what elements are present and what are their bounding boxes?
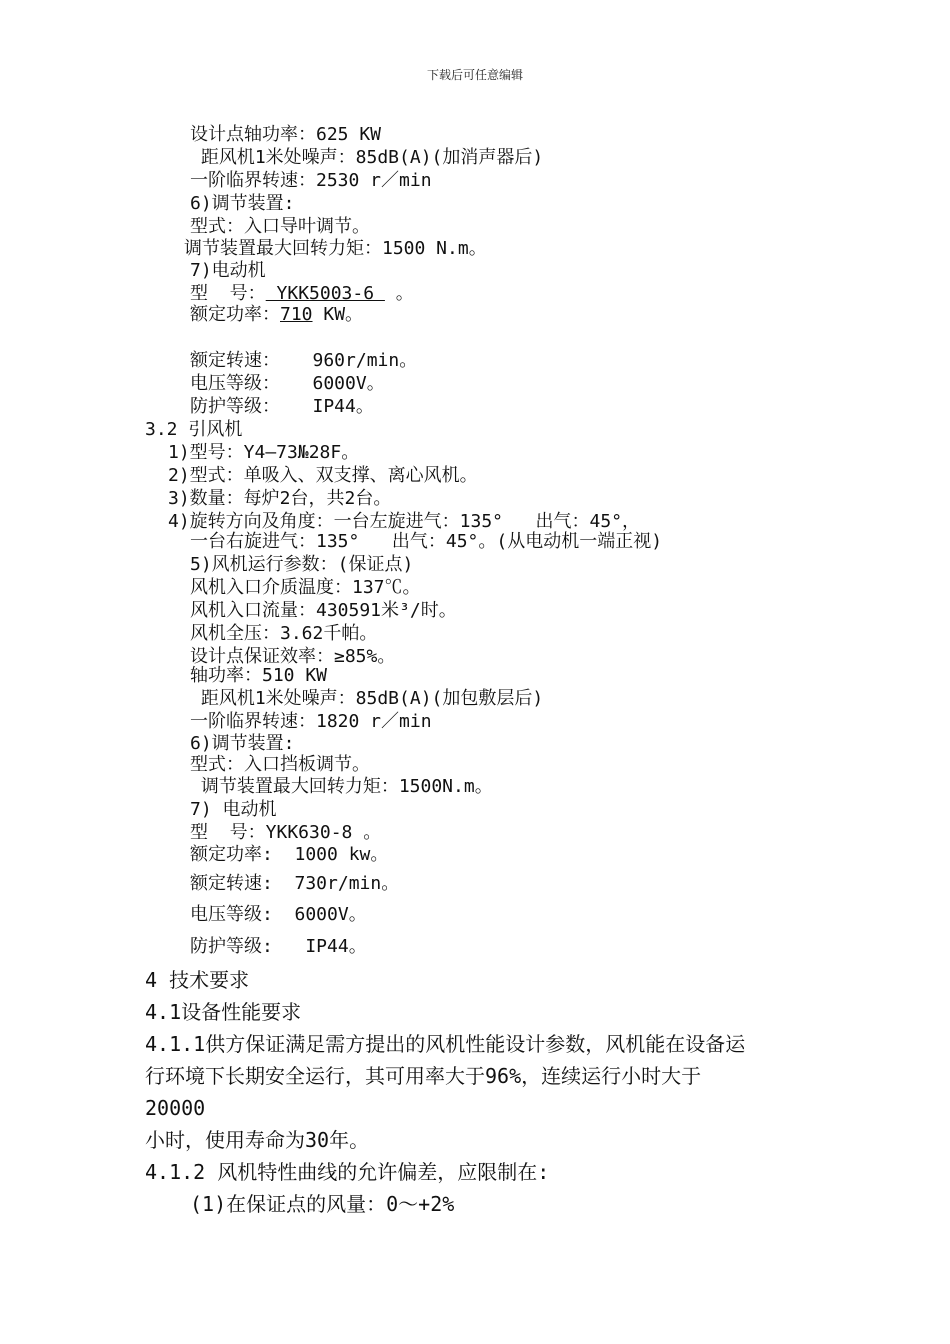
text-line: 5)风机运行参数：(保证点)	[190, 554, 414, 575]
section-heading: 4 技术要求	[145, 968, 250, 992]
model-value: YKK5003-6	[265, 283, 385, 304]
section-heading: 4.1设备性能要求	[145, 1000, 302, 1024]
text-line: 额定转速: 730r/min。	[190, 873, 400, 894]
text-line: 1)型号：Y4—73№28F。	[168, 442, 360, 463]
model-suffix: 。	[384, 283, 414, 304]
text-line: 额定转速： 960r/min。	[190, 350, 418, 371]
text-line: 一台右旋进气：135° 出气：45°。(从电动机一端正视)	[190, 531, 663, 552]
rated-power-unit: KW。	[312, 304, 364, 325]
paragraph-line: 4.1.2 风机特性曲线的允许偏差，应限制在:	[145, 1160, 550, 1184]
text-line: 型式：入口导叶调节。	[190, 216, 370, 237]
text-line: 防护等级： IP44。	[190, 396, 374, 417]
page-header: 下载后可任意编辑	[426, 68, 523, 82]
paragraph-line: 小时，使用寿命为30年。	[145, 1128, 370, 1152]
text-line: 型 号：YKK630-8 。	[190, 822, 382, 843]
rated-power-line	[190, 304, 363, 326]
model-line	[190, 283, 414, 305]
text-line: 一阶临界转速：2530 r／min	[190, 170, 432, 191]
text-line: 风机全压：3.62千帕。	[190, 623, 378, 644]
text-line: 4)旋转方向及角度：一台左旋进气：135° 出气：45°，	[168, 511, 641, 532]
text-line: 轴功率：510 KW	[190, 665, 328, 686]
text-line: 距风机1米处噪声：85dB(A)(加包敷层后)	[190, 688, 544, 709]
paragraph-line: 4.1.1供方保证满足需方提出的风机性能设计参数，风机能在设备运	[145, 1032, 746, 1056]
text-line: 电压等级： 6000V。	[190, 373, 385, 394]
text-line: 调节装置最大回转力矩：1500 N.m。	[184, 238, 487, 259]
text-line: 设计点轴功率：625 KW	[190, 124, 382, 145]
text-line: 风机入口介质温度：137℃。	[190, 577, 421, 598]
text-line: 7) 电动机	[190, 799, 277, 820]
text-line: 6)调节装置:	[190, 193, 295, 214]
text-line: 型式：入口挡板调节。	[190, 754, 370, 775]
text-line: 2)型式：单吸入、双支撑、离心风机。	[168, 465, 478, 486]
text-line: 防护等级: IP44。	[190, 936, 367, 957]
text-line: 额定功率: 1000 kw。	[190, 844, 389, 865]
text-line: 调节装置最大回转力矩：1500N.m。	[190, 776, 493, 797]
section-heading: 3.2 引风机	[145, 419, 243, 440]
model-label: 型 号：	[190, 283, 266, 304]
paragraph-line: (1)在保证点的风量：0～+2%	[190, 1192, 455, 1216]
paragraph-line: 20000	[145, 1096, 206, 1120]
text-line: 风机入口流量：430591米³/时。	[190, 600, 457, 621]
rated-power-label: 额定功率：	[190, 304, 280, 325]
text-line: 距风机1米处噪声：85dB(A)(加消声器后)	[190, 147, 544, 168]
paragraph-line: 行环境下长期安全运行，其可用率大于96%，连续运行小时大于	[145, 1064, 702, 1088]
text-line: 一阶临界转速：1820 r／min	[190, 711, 432, 732]
text-line: 7)电动机	[190, 260, 266, 281]
text-line: 电压等级: 6000V。	[190, 904, 367, 925]
rated-power-value: 710	[280, 304, 313, 325]
text-line: 6)调节装置:	[190, 733, 295, 754]
text-line: 3)数量：每炉2台，共2台。	[168, 488, 392, 509]
text-line: 设计点保证效率：≥85%。	[190, 646, 396, 667]
